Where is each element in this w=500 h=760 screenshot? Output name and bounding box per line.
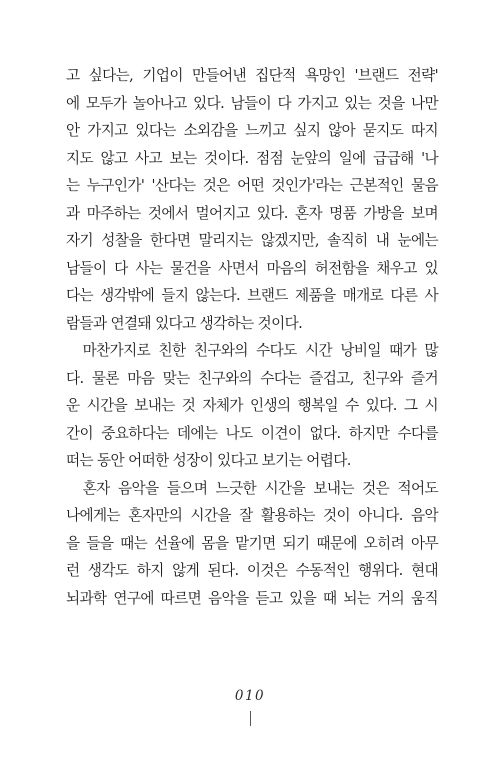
page-body-text — [66, 62, 438, 612]
text-line: 람들과 연결돼 있다고 생각하는 것이다. — [66, 314, 303, 332]
text-line: 에 모두가 놀아나고 있다. 남들이 다 가지고 있는 것을 나만 — [66, 94, 438, 112]
text-line: 과 마주하는 것에서 멀어지고 있다. 혼자 명품 가방을 보며 — [66, 204, 438, 222]
text-line: 는 누구인가' '산다는 것은 어떤 것인가'라는 근본적인 물음 — [66, 177, 438, 194]
text-line: 자기 성찰을 한다면 말리지는 않겠지만, 솔직히 내 눈에는 — [66, 232, 438, 249]
text-line: 운 시간을 보내는 것 자체가 인생의 행복일 수 있다. 그 시 — [66, 397, 438, 414]
text-line: 다. 물론 마음 맞는 친구와의 수다는 즐겁고, 친구와 즐거 — [66, 369, 438, 387]
text-line: 간이 중요하다는 데에는 나도 이견이 없다. 하지만 수다를 — [66, 424, 438, 442]
text-line: 을 들을 때는 선율에 몸을 맡기면 되기 때문에 오히려 아무 — [66, 534, 438, 552]
paragraph-1 — [66, 62, 438, 337]
text-line: 안 가지고 있다는 소외감을 느끼고 싶지 않아 묻지도 따지 — [66, 122, 438, 139]
text-line: 고 싶다는, 기업이 만들어낸 집단적 욕망인 '브랜드 전략' — [66, 67, 438, 84]
text-line: 지도 않고 사고 보는 것이다. 점점 눈앞의 일에 급급해 '나 — [66, 149, 438, 167]
text-line: 다는 생각밖에 들지 않는다. 브랜드 제품을 매개로 다른 사 — [66, 287, 438, 304]
page-number-rule — [250, 711, 251, 726]
paragraph-2 — [66, 337, 438, 475]
text-line: 마찬가지로 친한 친구와의 수다도 시간 낭비일 때가 많 — [66, 342, 438, 359]
text-line: 런 생각도 하지 않게 된다. 이것은 수동적인 행위다. 현대 — [66, 562, 438, 579]
text-line: 뇌과학 연구에 따르면 음악을 듣고 있을 때 뇌는 거의 움직 — [66, 589, 438, 607]
text-line: 떠는 동안 어떠한 성장이 있다고 보기는 어렵다. — [66, 452, 351, 469]
text-line: 남들이 다 사는 물건을 사면서 마음의 허전함을 채우고 있 — [66, 259, 438, 277]
text-line: 혼자 음악을 들으며 느긋한 시간을 보내는 것은 적어도 — [66, 479, 438, 497]
paragraph-3 — [66, 475, 438, 613]
page-number: 010 — [234, 688, 266, 704]
text-line: 나에게는 혼자만의 시간을 잘 활용하는 것이 아니다. 음악 — [66, 507, 438, 524]
